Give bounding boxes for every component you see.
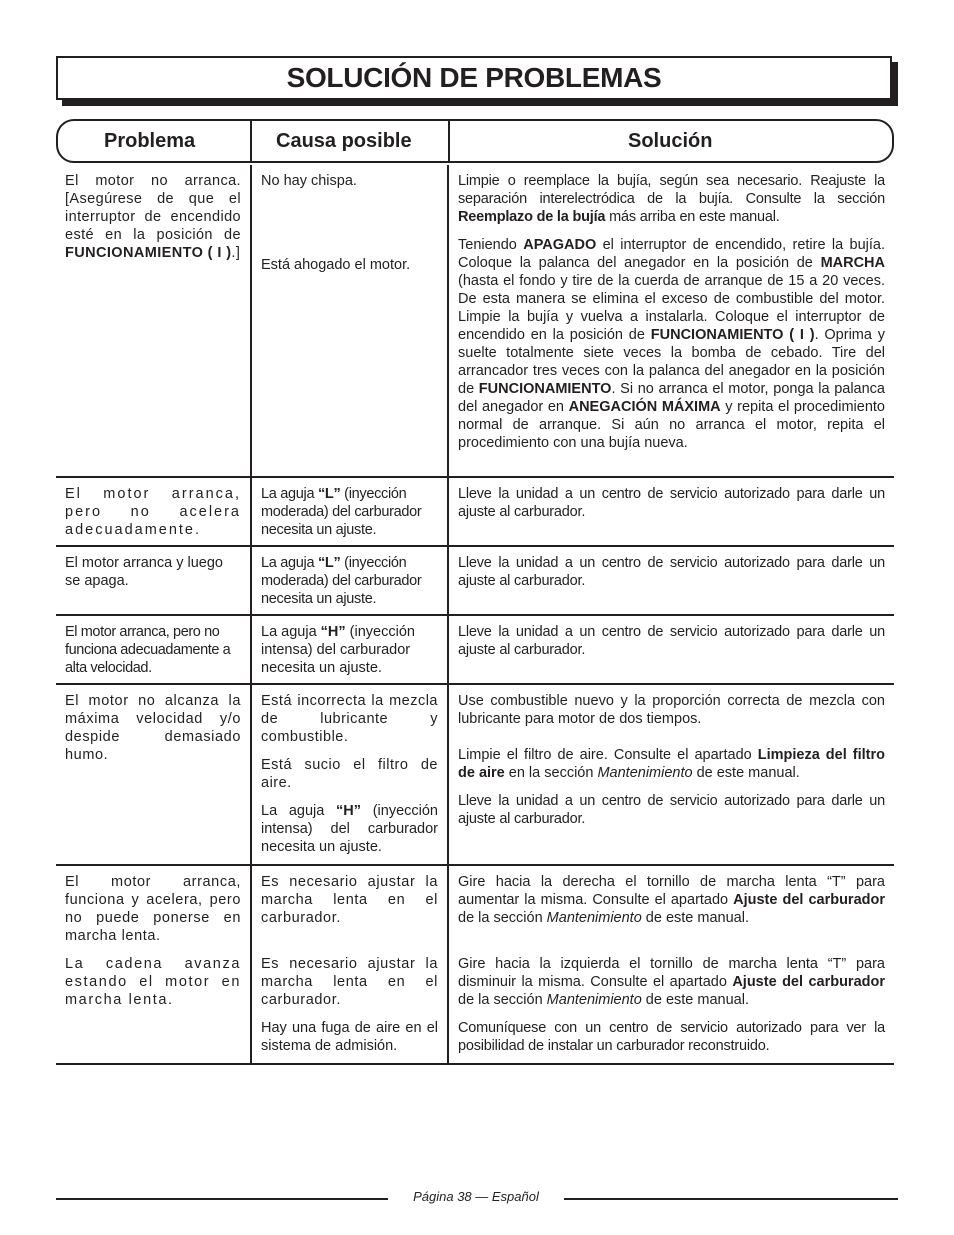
cause-text: Está sucio el filtro de aire. — [261, 757, 438, 791]
footer-page-number: Página 38 — Español — [413, 1189, 539, 1204]
cause-text: Es necesario ajustar la marcha lenta en el carburador. — [261, 956, 438, 1008]
cause-cell — [252, 165, 449, 476]
page-title: SOLUCIÓN DE PROBLEMAS — [286, 62, 662, 93]
solution-cell — [449, 547, 894, 614]
cause-text: La aguja “L” (inyección moderada) del carburador necesita un ajuste. — [261, 486, 422, 538]
cause-text: Es necesario ajustar la marcha lenta en el carburador. — [261, 874, 438, 926]
cause-cell — [252, 685, 449, 864]
table-row — [56, 547, 894, 616]
problem-cell — [56, 478, 252, 545]
header-solucion: Solución — [628, 129, 713, 152]
solution-text: Lleve la unidad a un centro de servicio autorizado para darle un ajuste al carburador. — [458, 486, 885, 520]
header-causa: Causa posible — [252, 121, 450, 161]
solution-text: Gire hacia la izquierda el tornillo de marcha lenta “T” para disminuir la misma. Consulte el apartado Ajuste del carburador de la sección Mantenimiento de este manual. — [458, 956, 885, 1008]
problem-cell — [56, 165, 252, 476]
cause-text: La aguja “H” (inyección intensa) del carburador necesita un ajuste. — [261, 803, 438, 855]
solution-cell — [449, 165, 894, 476]
solution-cell — [449, 866, 894, 1063]
problem-cell — [56, 616, 252, 683]
cause-cell — [252, 866, 449, 1063]
solution-text: Comuníquese con un centro de servicio autorizado para ver la posibilidad de instalar un carburador reconstruido. — [458, 1020, 885, 1054]
table-row — [56, 866, 894, 1065]
table-row — [56, 685, 894, 866]
cause-cell — [252, 616, 449, 683]
problem-text: El motor no alcanza la máxima velocidad y/o despide demasiado humo. — [65, 693, 241, 763]
header-problema: Problema — [58, 121, 252, 161]
solution-text: Gire hacia la derecha el tornillo de marcha lenta “T” para aumentar la misma. Consulte el apartado Ajuste del carburador de la sección Mantenimiento de este manual. — [458, 874, 885, 926]
problem-text: La cadena avanza estando el motor en marcha lenta. — [65, 956, 241, 1008]
cause-text: Hay una fuga de aire en el sistema de admisión. — [261, 1020, 438, 1054]
solution-text: Limpie o reemplace la bujía, según sea necesario. Reajuste la separación interelectródica de la bujía. Consulte la sección Reemplazo de la bujía más arriba en este manual. — [458, 173, 885, 225]
problem-cell — [56, 547, 252, 614]
table-row — [56, 616, 894, 685]
page-footer — [56, 1188, 898, 1208]
solution-text: Lleve la unidad a un centro de servicio autorizado para darle un ajuste al carburador. — [458, 555, 885, 589]
problem-text: El motor arranca, funciona y acelera, pero no puede ponerse en marcha lenta. — [65, 874, 241, 944]
solution-text: Teniendo APAGADO el interruptor de encendido, retire la bujía. Coloque la palanca del anegador en la posición de MARCHA (hasta el fondo y tire de la cuerda de arranque de 15 a 20 veces. De esta manera se elimina el exceso de combustible del motor. Limpie la bujía y vuelva a instalarla. Coloque el interruptor de encendido en la posición de FUNCIONAMIENTO ( I ). Oprima y suelte totalmente siete veces la bomba de cebado. Tire del arrancador tres veces con la palanca del anegador en la posición de FUNCIONAMIENTO. Si no arranca el motor, ponga la palanca del anegador en ANEGACIÓN MÁXIMA y repita el procedimiento normal de arranque. Si aún no arranca el motor, repita el procedimiento con una bujía nueva. — [458, 237, 886, 451]
solution-cell — [449, 685, 894, 864]
solution-text: Lleve la unidad a un centro de servicio autorizado para darle un ajuste al carburador. — [458, 793, 885, 827]
solution-text: Lleve la unidad a un centro de servicio autorizado para darle un ajuste al carburador. — [458, 624, 885, 658]
solution-text: Use combustible nuevo y la proporción correcta de mezcla con lubricante para motor de dos tiempos. — [458, 693, 885, 727]
problem-text: El motor no arranca. [Asegúrese de que el interruptor de encendido esté en la posición de FUNCIONAMIENTO ( I ).] — [65, 173, 241, 261]
troubleshooting-table — [56, 165, 894, 1065]
cause-cell — [252, 547, 449, 614]
solution-cell — [449, 616, 894, 683]
cause-text: Está ahogado el motor. — [261, 257, 411, 273]
table-row — [56, 478, 894, 547]
problem-cell — [56, 685, 252, 864]
problem-text: El motor arranca, pero no acelera adecuadamente. — [65, 486, 241, 538]
cause-text: Está incorrecta la mezcla de lubricante y combustible. — [261, 693, 438, 745]
solution-cell — [449, 478, 894, 545]
table-header — [56, 119, 894, 163]
footer-rule-left — [56, 1198, 388, 1200]
cause-text: No hay chispa. — [261, 173, 357, 189]
cause-text: La aguja “L” (inyección moderada) del carburador necesita un ajuste. — [261, 555, 422, 607]
solution-text: Limpie el filtro de aire. Consulte el apartado Limpieza del filtro de aire en la sección Mantenimiento de este manual. — [458, 747, 886, 781]
page-title-box — [56, 56, 892, 100]
cause-cell — [252, 478, 449, 545]
problem-cell — [56, 866, 252, 1063]
problem-text: El motor arranca y luego se apaga. — [65, 555, 223, 589]
problem-text: El motor arranca, pero no funciona adecuadamente a alta velocidad. — [65, 624, 231, 676]
cause-text: La aguja “H” (inyección intensa) del carburador necesita un ajuste. — [261, 624, 415, 676]
table-row — [56, 165, 894, 478]
footer-rule-right — [564, 1198, 898, 1200]
